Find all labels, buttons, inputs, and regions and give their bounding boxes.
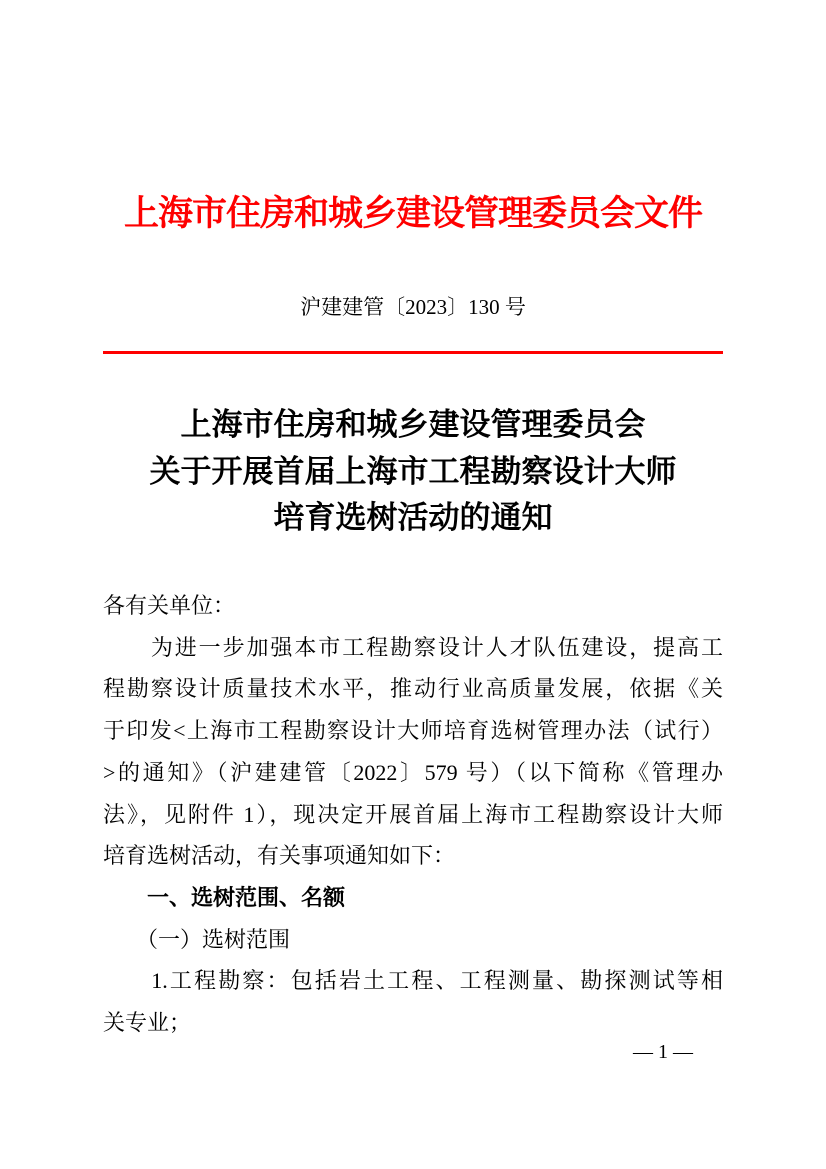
body-line: 程勘察设计质量技术水平，推动行业高质量发展，依据《关 [103, 676, 723, 702]
body-line: 为进一步加强本市工程勘察设计人才队伍建设，提高工 [103, 634, 723, 660]
body-line: 各有关单位： [103, 593, 236, 618]
body-line: （一）选树范围 [103, 926, 291, 952]
document-title [0, 402, 826, 542]
red-header-title: 上海市住房和城乡建设管理委员会文件 [123, 194, 702, 233]
document-title-line-2: 关于开展首届上海市工程勘察设计大师 [149, 453, 677, 489]
body-line: >的通知》（沪建建管〔2022〕579 号）（以下简称《管理办 [103, 759, 723, 785]
body-line: 培育选树活动，有关事项通知如下： [103, 843, 456, 869]
document-title-line-3: 培育选树活动的通知 [273, 500, 553, 535]
red-separator-line [103, 351, 723, 354]
body-text [103, 585, 723, 1044]
body-line: 于印发<上海市工程勘察设计大师培育选树管理办法（试行） [103, 718, 723, 744]
body-line: 法》，见附件 1），现决定开展首届上海市工程勘察设计大师 [103, 801, 723, 827]
document-title-line-1: 上海市住房和城乡建设管理委员会 [180, 407, 646, 442]
body-line: 1.工程勘察：包括岩土工程、工程测量、勘探测试等相 [103, 968, 723, 994]
document-number: 沪建建管〔2023〕130 号 [300, 295, 526, 319]
body-line: 一、选树范围、名额 [103, 884, 346, 910]
page-number: — 1 — [633, 1041, 693, 1063]
body-line: 关专业； [103, 1010, 192, 1036]
